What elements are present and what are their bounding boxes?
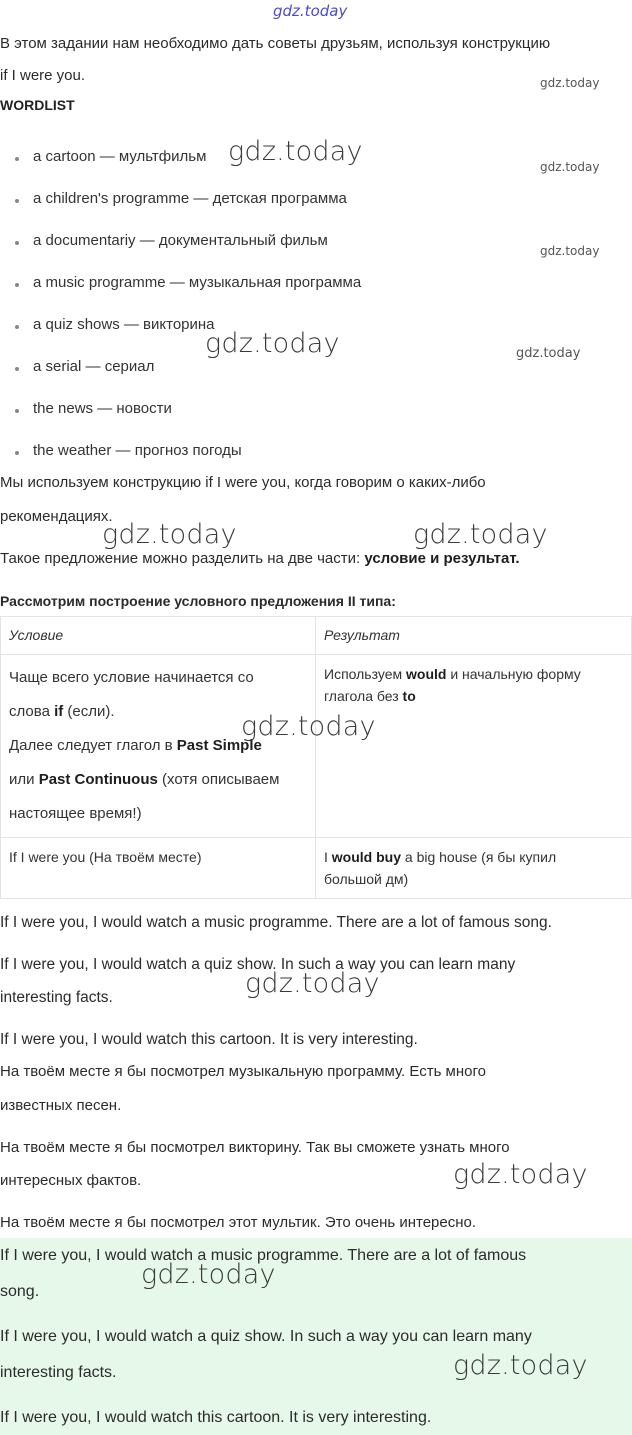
table-row xyxy=(1,838,632,899)
answer-ru-1a: На твоём месте я бы посмотрел музыкальную программу. Есть много xyxy=(0,1063,486,1080)
conditional-table xyxy=(0,616,632,899)
final-en-2b: interesting facts. xyxy=(0,1364,117,1381)
watermark-small: gdz.today xyxy=(540,76,600,90)
example-result-1 xyxy=(324,846,623,868)
watermark-big: gdz.today xyxy=(413,519,548,550)
header-result: Результат xyxy=(316,617,632,655)
wordlist-item: a children's programme — детская программа xyxy=(33,190,347,207)
intro-line-2: if I were you. xyxy=(0,67,86,84)
bullet-icon xyxy=(15,283,19,287)
result-text-1a: Используем xyxy=(324,666,406,682)
wordlist-item: the news — новости xyxy=(33,400,172,417)
answer-en-1: If I were you, I would watch a music programme. There are a lot of famous song. xyxy=(0,914,552,931)
cond-text-1: Чаще всего условие начинается со xyxy=(9,669,254,686)
final-en-1a: If I were you, I would watch a music programme. There are a lot of famous xyxy=(0,1247,527,1264)
cond-text-4 xyxy=(9,763,307,797)
usage-split xyxy=(0,548,520,570)
watermark-big: gdz.today xyxy=(141,1259,276,1290)
answer-ru-2b: интересных фактов. xyxy=(0,1172,142,1189)
watermark-small: gdz.today xyxy=(540,244,600,258)
bullet-icon xyxy=(15,367,19,371)
example-result-2: большой дм) xyxy=(324,871,409,887)
usage-split-text: Такое предложение можно разделить на две части: xyxy=(0,550,365,567)
answer-ru-1b: известных песен. xyxy=(0,1097,122,1114)
watermark-big: gdz.today xyxy=(228,136,363,167)
watermark-big: gdz.today xyxy=(241,711,376,742)
cond-text-5: настоящее время!) xyxy=(9,805,142,822)
intro-line-1: В этом задании нам необходимо дать советы друзьям, используя конструкцию xyxy=(0,35,551,52)
example-condition: If I were you (На твоём месте) xyxy=(1,838,316,899)
condition-explanation xyxy=(1,655,316,838)
watermark-big: gdz.today xyxy=(102,519,237,550)
usage-line-1: Мы используем конструкцию if I were you, когда говорим о каких-либо xyxy=(0,474,486,491)
wordlist-title: WORDLIST xyxy=(0,97,75,113)
wordlist-item: a cartoon — мультфильм xyxy=(33,148,207,165)
bullet-icon xyxy=(15,451,19,455)
cond-text-4a: или xyxy=(9,771,39,788)
wordlist-item: a quiz shows — викторина xyxy=(33,316,215,333)
cond-text-3a: Далее следует глагол в xyxy=(9,737,177,754)
ex-b: would buy xyxy=(331,849,401,865)
cond-text-4c: (хотя описываем xyxy=(157,771,280,788)
usage-split-bold: условие и результат. xyxy=(364,550,520,567)
watermark-big: gdz.today xyxy=(453,1159,588,1190)
result-text-2b: to xyxy=(402,688,416,704)
wordlist-item: a documentariy — документальный фильм xyxy=(33,232,328,249)
cond-text-2c: (если). xyxy=(63,703,115,720)
header-condition: Условие xyxy=(1,617,316,655)
bullet-icon xyxy=(15,199,19,203)
result-text-1 xyxy=(324,663,623,685)
usage-line-2: рекомендациях. xyxy=(0,508,113,525)
wordlist-item: the weather — прогноз погоды xyxy=(33,442,242,459)
watermark-big: gdz.today xyxy=(453,1350,588,1381)
answer-ru-2a: На твоём месте я бы посмотрел викторину. Так вы сможете узнать много xyxy=(0,1139,510,1156)
example-result xyxy=(316,838,632,899)
final-en-3: If I were you, I would watch this cartoon. It is very interesting. xyxy=(0,1409,432,1426)
cond-text-4b: Past Continuous xyxy=(38,771,158,788)
table-row xyxy=(1,655,632,838)
answer-en-2a: If I were you, I would watch a quiz show. In such a way you can learn many xyxy=(0,956,516,973)
cond-text-2a: слова xyxy=(9,703,55,720)
watermark-small: gdz.today xyxy=(540,160,600,174)
ex-a: I xyxy=(324,849,332,865)
bullet-icon xyxy=(15,157,19,161)
result-text-2 xyxy=(324,685,623,707)
answer-en-2b: interesting facts. xyxy=(0,989,113,1006)
wordlist-item: a music programme — музыкальная программа xyxy=(33,274,362,291)
watermark-big: gdz.today xyxy=(245,968,380,999)
bullet-icon xyxy=(15,241,19,245)
result-text-1c: и начальную форму xyxy=(446,666,581,682)
table-header-row xyxy=(1,617,632,655)
bullet-icon xyxy=(15,409,19,413)
watermark-big: gdz.today xyxy=(205,328,340,359)
final-en-1b: song. xyxy=(0,1283,40,1300)
cond-text-2b: if xyxy=(54,703,64,720)
result-text-1b: would xyxy=(406,666,447,682)
ex-c: a big house (я бы купил xyxy=(401,849,557,865)
final-en-2a: If I were you, I would watch a quiz show. In such a way you can learn many xyxy=(0,1328,532,1345)
answer-ru-3: На твоём месте я бы посмотрел этот мультик. Это очень интересно. xyxy=(0,1214,477,1231)
answer-en-3: If I were you, I would watch this cartoon. It is very interesting. xyxy=(0,1031,418,1048)
site-logo-link[interactable]: gdz.today xyxy=(273,2,348,20)
result-explanation xyxy=(316,655,632,838)
bullet-icon xyxy=(15,325,19,329)
watermark-small: gdz.today xyxy=(516,346,581,361)
wordlist-item: a serial — сериал xyxy=(33,358,155,375)
conditional-title: Рассмотрим построение условного предложения II типа: xyxy=(0,593,396,609)
result-text-2a: глагола без xyxy=(324,688,403,704)
cond-text-3b: Past Simple xyxy=(176,737,262,754)
